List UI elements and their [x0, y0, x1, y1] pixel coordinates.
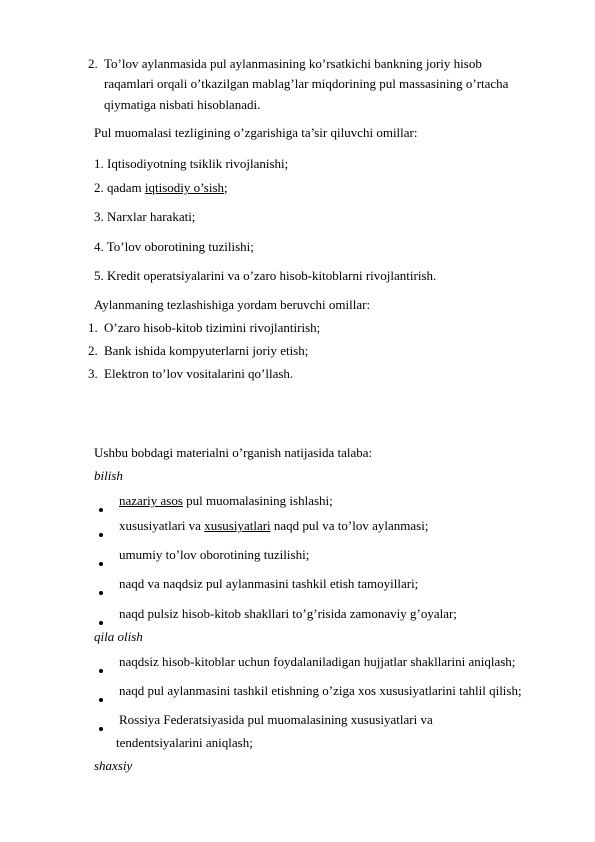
bullet-icon	[99, 562, 103, 566]
iqtisodiy-osish-link[interactable]: iqtisodiy o’sish	[144, 180, 225, 195]
bullet-icon	[99, 508, 103, 512]
acceleration-factor-3-number: 3.	[88, 366, 98, 381]
know-item-2	[119, 518, 428, 534]
speed-factor-5: 5. Kredit operatsiyalarini va o’zaro hisob-kitoblarni rivojlantirish.	[94, 268, 437, 283]
able-heading: qila olish	[94, 629, 143, 644]
speed-factor-2	[94, 180, 228, 196]
acceleration-factor-1: O’zaro hisob-kitob tizimini rivojlantirish;	[104, 320, 321, 335]
bullet-icon	[99, 727, 103, 731]
acceleration-factors-heading: Aylanmaning tezlashishiga yordam beruvchi omillar:	[94, 297, 371, 312]
know-item-1-rest: pul muomalasining ishlashi;	[182, 493, 333, 508]
know-heading: bilish	[94, 468, 123, 483]
speed-factor-4: 4. To’lov oborotining tuzilishi;	[94, 239, 254, 254]
speed-factors-heading: Pul muomalasi tezligining o’zgarishiga ta’sir qiluvchi omillar:	[94, 125, 418, 140]
top-item-line-1: To’lov aylanmasida pul aylanmasining ko’rsatkichi bankning joriy hisob	[104, 56, 482, 71]
acceleration-factor-1-number: 1.	[88, 320, 98, 335]
bullet-icon	[99, 669, 103, 673]
speed-factor-3: 3. Narxlar harakati;	[94, 209, 196, 224]
bullet-icon	[99, 533, 103, 537]
able-item-3-line-2: tendentsiyalarini aniqlash;	[116, 735, 253, 750]
personal-heading: shaxsiy	[94, 758, 133, 773]
know-item-4: naqd va naqdsiz pul aylanmasini tashkil etish tamoyillari;	[119, 576, 419, 591]
bullet-icon	[99, 698, 103, 702]
acceleration-factor-2: Bank ishida kompyuterlarni joriy etish;	[104, 343, 309, 358]
able-item-3-line-1: Rossiya Federatsiyasida pul muomalasining xususiyatlari va	[119, 712, 433, 727]
know-item-2-rest: naqd pul va to’lov aylanmasi;	[270, 518, 429, 533]
nazariy-asos-link[interactable]: nazariy asos	[119, 493, 183, 508]
acceleration-factor-2-number: 2.	[88, 343, 98, 358]
xususiyatlari-link[interactable]: xususiyatlari	[204, 518, 271, 533]
know-item-1	[119, 493, 333, 509]
bullet-icon	[99, 591, 103, 595]
know-item-3: umumiy to’lov oborotining tuzilishi;	[119, 547, 310, 562]
bullet-icon	[99, 621, 103, 625]
able-item-1: naqdsiz hisob-kitoblar uchun foydalaniladigan hujjatlar shakllarini aniqlash;	[119, 654, 516, 669]
outcomes-intro: Ushbu bobdagi materialni o’rganish natijasida talaba:	[94, 445, 373, 460]
able-item-2: naqd pul aylanmasini tashkil etishning o’ziga xos xususiyatlarini tahlil qilish;	[119, 683, 522, 698]
top-item-number: 2.	[88, 56, 98, 71]
know-item-5: naqd pulsiz hisob-kitob shakllari to’g’risida zamonaviy g’oyalar;	[119, 606, 457, 621]
speed-factor-2-suffix: ;	[224, 180, 228, 195]
acceleration-factor-3: Elektron to’lov vositalarini qo’llash.	[104, 366, 294, 381]
speed-factor-1: 1. Iqtisodiyotning tsiklik rivojlanishi;	[94, 156, 289, 171]
know-item-2-prefix: xususiyatlari va	[119, 518, 205, 533]
top-item-line-2: raqamlari orqali o’tkazilgan mablag’lar miqdorining pul massasining o’rtacha	[104, 76, 509, 91]
speed-factor-2-prefix: 2. qadam	[94, 180, 145, 195]
top-item-line-3: qiymatiga nisbati hisoblanadi.	[104, 97, 261, 112]
